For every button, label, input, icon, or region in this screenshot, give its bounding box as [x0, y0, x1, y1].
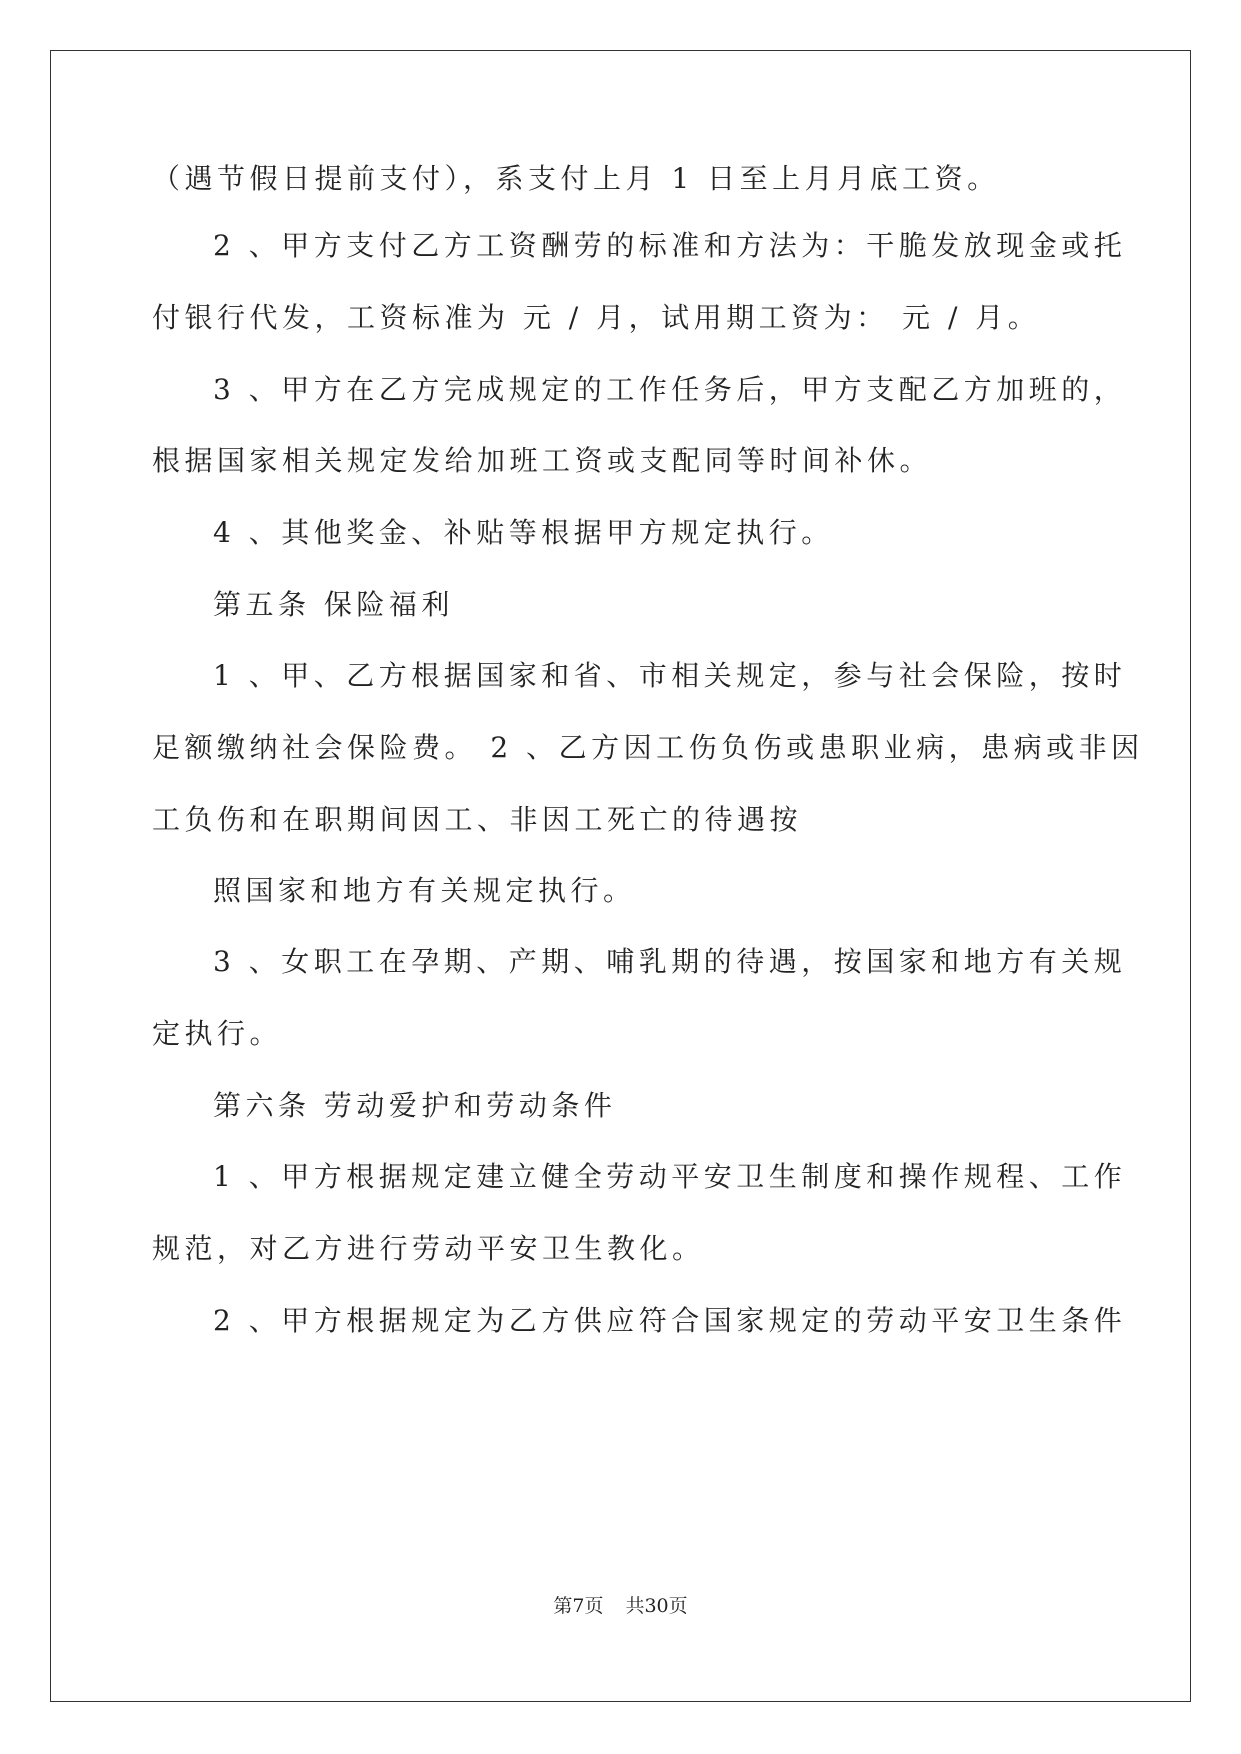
text-line: 足额缴纳社会保险费。 2 、乙方因工伤负伤或患职业病，患病或非因	[152, 731, 1144, 764]
section-heading: 第六条 劳动爱护和劳动条件	[213, 1089, 617, 1122]
page-total: 共30页	[625, 1595, 688, 1617]
page-footer	[0, 1594, 1241, 1618]
page-number: 第7页	[553, 1595, 604, 1617]
text-line: 1 、甲方根据规定建立健全劳动平安卫生制度和操作规程、工作	[213, 1160, 1127, 1193]
text-line: 照国家和地方有关规定执行。	[213, 874, 636, 907]
text-line: 定执行。	[152, 1017, 283, 1050]
text-line: 根据国家相关规定发给加班工资或支配同等时间补休。	[152, 444, 933, 477]
text-line: 规范，对乙方进行劳动平安卫生教化。	[152, 1232, 705, 1265]
text-line: 4 、其他奖金、补贴等根据甲方规定执行。	[213, 516, 834, 549]
text-line: （遇节假日提前支付），系支付上月 1 日至上月月底工资。	[152, 162, 1000, 195]
text-line: 3 、甲方在乙方完成规定的工作任务后，甲方支配乙方加班的，	[213, 373, 1127, 406]
section-heading: 第五条 保险福利	[213, 588, 454, 621]
text-line: 付银行代发，工资标准为 元 / 月，试用期工资为： 元 / 月。	[152, 301, 1041, 334]
text-line: 工负伤和在职期间因工、非因工死亡的待遇按	[152, 803, 803, 836]
text-line: 1 、甲、乙方根据国家和省、市相关规定，参与社会保险，按时	[213, 659, 1127, 692]
text-line: 2 、甲方支付乙方工资酬劳的标准和方法为：干脆发放现金或托	[213, 229, 1127, 262]
text-line: 2 、甲方根据规定为乙方供应符合国家规定的劳动平安卫生条件	[213, 1304, 1127, 1337]
text-line: 3 、女职工在孕期、产期、哺乳期的待遇，按国家和地方有关规	[213, 945, 1127, 978]
